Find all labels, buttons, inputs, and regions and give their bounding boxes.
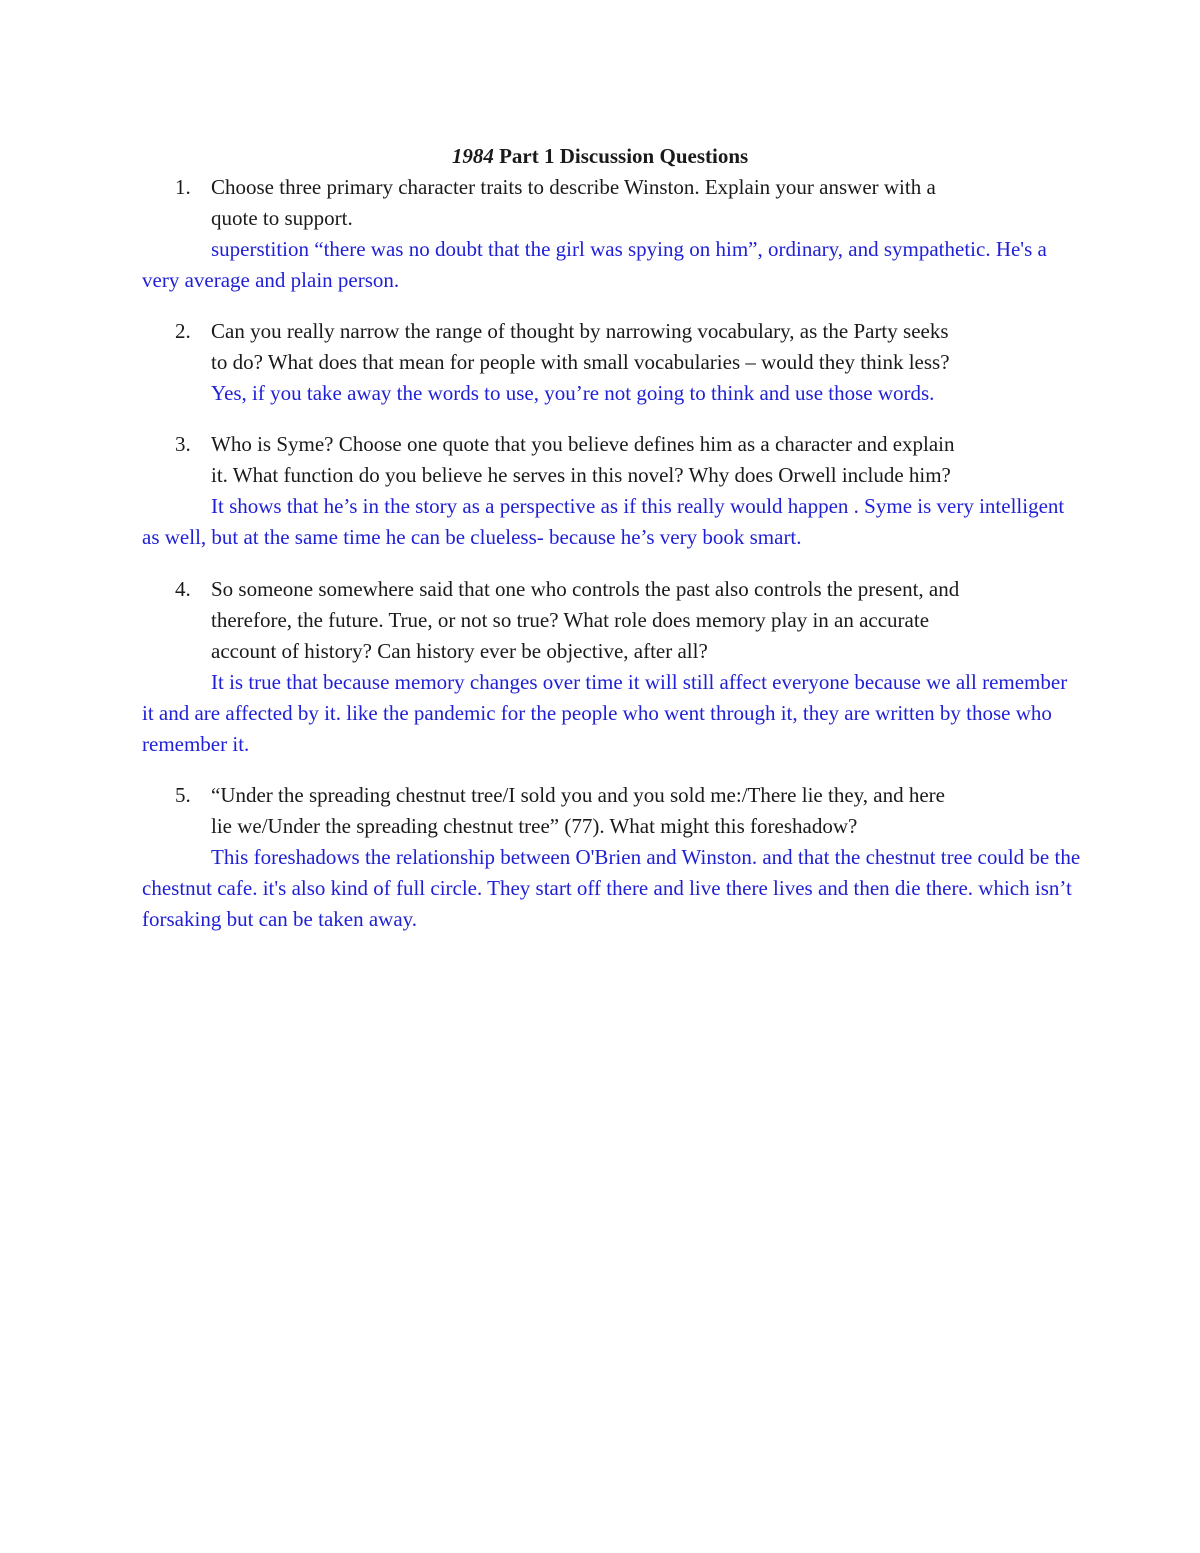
question-item: [142, 316, 1082, 409]
question-number: 5.: [175, 783, 191, 807]
question-item: [142, 574, 1082, 760]
question-number: 3.: [175, 432, 191, 456]
answer-text: It is true that because memory changes over time it will still affect everyone because we all remember it and are affected by it. like the pandemic for the people who went through it, they are written by those who remember it.: [142, 670, 1068, 756]
question-text: Can you really narrow the range of thought by narrowing vocabulary, as the Party seeks to do? What does that mean for people with small vocabularies – would they think less?: [211, 319, 950, 374]
question-text: So someone somewhere said that one who controls the past also controls the present, and therefore, the future. True, or not so true? What role does memory play in an accurate account of history? Can history ever be objective, after all?: [211, 577, 960, 663]
question-item: [142, 780, 1082, 935]
question-item: [142, 172, 1082, 296]
question-number: 2.: [175, 319, 191, 343]
answer-text: Yes, if you take away the words to use, you’re not going to think and use those words.: [211, 381, 935, 405]
answer-text: superstition “there was no doubt that the girl was spying on him”, ordinary, and sympathetic. He's a very average and plain person.: [142, 237, 1047, 292]
title-rest-part: Part 1 Discussion Questions: [493, 144, 749, 168]
question-text: Who is Syme? Choose one quote that you believe defines him as a character and explain it. What function do you believe he serves in this novel? Why does Orwell include him?: [211, 432, 955, 487]
document-title: [0, 141, 1200, 172]
question-item: [142, 429, 1082, 553]
title-italic-part: 1984: [451, 144, 494, 168]
question-number: 4.: [175, 577, 191, 601]
answer-text: It shows that he’s in the story as a perspective as if this really would happen . Syme is very intelligent as well, but at the same time he can be clueless- because he’s very book smart.: [142, 494, 1065, 549]
answer-text: This foreshadows the relationship between O'Brien and Winston. and that the chestnut tree could be the chestnut cafe. it's also kind of full circle. They start off there and live there lives and then die there. which isn’t forsaking but can be taken away.: [142, 845, 1081, 931]
question-number: 1.: [175, 175, 191, 199]
question-text: “Under the spreading chestnut tree/I sold you and you sold me:/There lie they, and here lie we/Under the spreading chestnut tree” (77). What might this foreshadow?: [211, 783, 945, 838]
question-text: Choose three primary character traits to describe Winston. Explain your answer with a quote to support.: [211, 175, 936, 230]
